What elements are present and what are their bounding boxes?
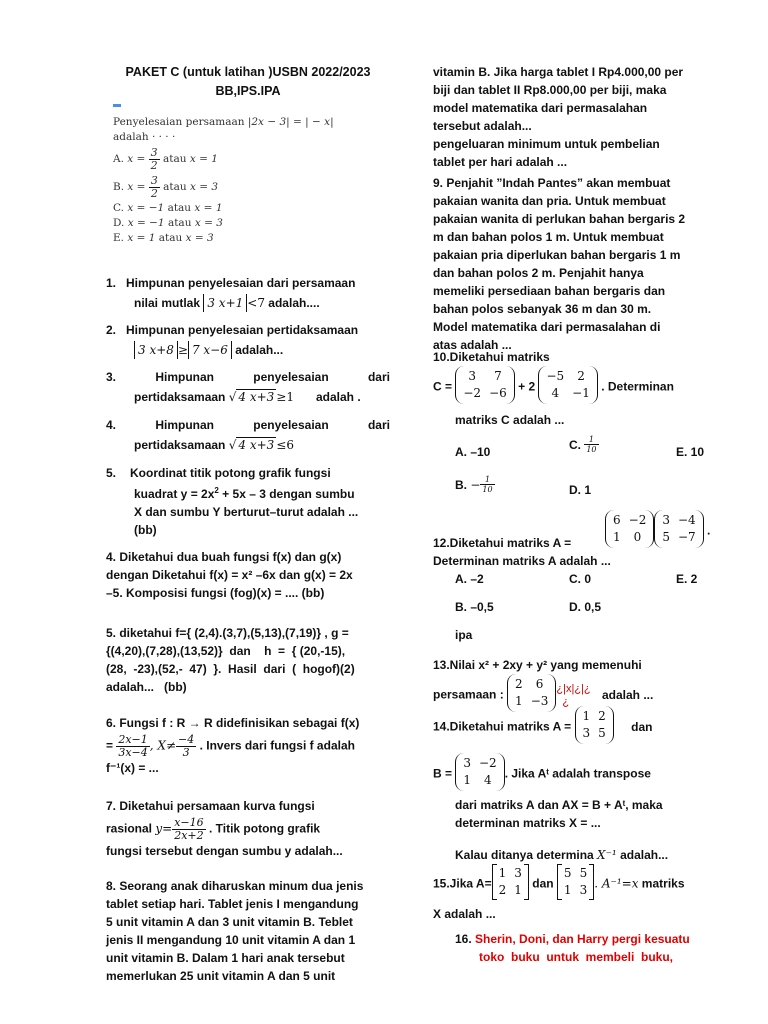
- question-7: [106, 797, 390, 860]
- q10-options-row-2: [433, 475, 715, 505]
- word: penyelesaian: [253, 370, 329, 384]
- option-a: A. –10: [455, 445, 491, 459]
- question-9: [433, 174, 715, 354]
- condition: , X≠: [149, 738, 177, 753]
- title-line-2: BB,IPS.IPA: [215, 84, 281, 98]
- option-d: D. 1: [569, 483, 592, 497]
- question-number: 2.: [106, 323, 117, 337]
- option-fraction: $\frac{3}{2}$: [150, 145, 158, 172]
- stem-equation: |2x − 3| = | − x|: [247, 116, 334, 128]
- question-text: –5. Komposisi fungsi (fog)(x) = .... (bb): [106, 586, 325, 600]
- question-text: adalah... (bb): [106, 680, 187, 694]
- option-b: B. − $\frac{1}{10}$: [455, 475, 493, 495]
- inverse-equation: . A⁻¹=x: [594, 876, 639, 891]
- q10-options-row-1: [433, 435, 715, 475]
- option-fraction: $\frac{3}{2}$: [150, 173, 158, 200]
- question-12: [433, 510, 715, 626]
- question-text: 5. diketahui f={ (2,4).(3,7),(5,13),(7,19)} , g =: [106, 626, 349, 640]
- question-3: [106, 368, 390, 406]
- stem-prefix: Penyelesaian persamaan: [113, 116, 248, 128]
- question-5b: [106, 624, 390, 696]
- question-text: biji dan tablet II Rp8.000,00 per biji, maka: [433, 83, 667, 97]
- question-text: Kalau ditanya determina: [455, 848, 598, 862]
- sqrt-expression: √ 4 x+3: [228, 390, 275, 404]
- question-text: Model matematika dari permasalahan di: [433, 320, 661, 334]
- blue-marker: [113, 104, 121, 107]
- embedded-question-image: [113, 104, 363, 246]
- question-text: m dan bahan polos 1 m. Untuk membuat: [433, 230, 664, 244]
- word: dari: [367, 418, 390, 432]
- question-4: [106, 416, 390, 454]
- question-text: memeliki persediaan bahan bergaris dan: [433, 284, 666, 298]
- question-text: matriks C adalah ...: [455, 413, 565, 427]
- matrix-2: 3 −4 5 −7: [654, 510, 703, 553]
- question-text: atas adalah ...: [433, 338, 512, 352]
- conjunction: dan: [631, 719, 653, 734]
- option-a: x = 1: [127, 232, 156, 244]
- rational-fraction: $\frac{x-16}{2x+2}$: [174, 816, 204, 842]
- option-b: x = 1: [194, 202, 223, 214]
- matrix-1: 3 7 −2 −6: [455, 366, 514, 409]
- question-number: 1.: [106, 276, 117, 290]
- option-b: x = 1: [189, 153, 218, 165]
- document-title: [106, 63, 390, 101]
- matrix-a: 1 3 2 1: [492, 864, 529, 905]
- question-text: Koordinat titik potong grafik fungsi: [130, 466, 331, 480]
- option-b: x = 3: [190, 181, 219, 193]
- option-mid: atau: [167, 202, 192, 214]
- word: Himpunan: [155, 370, 214, 384]
- embedded-option-e: [113, 231, 363, 246]
- condition-fraction: $\frac{-4}{3}$: [178, 733, 195, 759]
- question-4b: [106, 548, 390, 602]
- question-text: kuadrat y = 2x: [134, 487, 215, 501]
- question-6: [106, 714, 390, 777]
- question-1: [106, 274, 390, 312]
- question-text: fungsi tersebut dengan sumbu y adalah...: [106, 844, 343, 858]
- question-14: [433, 706, 715, 864]
- embedded-option-c: [113, 201, 363, 216]
- question-text: Himpunan penyelesaian pertidaksamaan: [126, 323, 359, 337]
- option-a: x = −1: [127, 202, 165, 214]
- question-text: pakaian pria diperlukan bahan bergaris 1 m: [433, 248, 681, 262]
- question-8: [106, 877, 390, 985]
- matrix-2: −5 2 4 −1: [538, 366, 597, 409]
- question-text: pertidaksamaan: [134, 390, 229, 404]
- question-text: 8. Seorang anak diharuskan minum dua jenis: [106, 879, 364, 893]
- sqrt-expression: √ 4 x+3: [228, 438, 275, 452]
- matrix-b: 5 5 1 3: [557, 864, 594, 905]
- question-tail: matriks: [638, 876, 685, 891]
- option-mid: atau: [163, 153, 187, 165]
- question-5: [106, 464, 390, 539]
- question-text: tablet per hari adalah ...: [433, 155, 568, 169]
- embedded-option-b: [113, 173, 363, 201]
- question-text: 10.Diketahui matriks: [433, 350, 550, 364]
- matrix-pair: [605, 510, 710, 553]
- question-text: dari matriks A dan AX = B + Aᵗ, maka: [455, 798, 663, 812]
- question-text: X dan sumbu Y berturut–turut adalah ...: [134, 505, 359, 519]
- equals: =: [106, 738, 114, 753]
- option-d: D. 0,5: [569, 600, 602, 614]
- abs-expression-1: 3 x+8: [134, 341, 178, 359]
- option-b: x = 3: [185, 232, 214, 244]
- period: .: [707, 523, 711, 538]
- question-text: 7. Diketahui persamaan kurva fungsi: [106, 799, 315, 813]
- question-text: tablet setiap hari. Tablet jenis I mengandung: [106, 897, 359, 911]
- word: penyelesaian: [253, 418, 329, 432]
- question-text: pertidaksamaan: [134, 438, 229, 452]
- question-text: (bb): [134, 523, 157, 537]
- function-fraction: $\frac{2x-1}{3x-4}$: [118, 733, 148, 759]
- question-text: model matematika dari permasalahan: [433, 101, 648, 115]
- garbled-symbols: ¿|x|¿|¿ ¿: [556, 682, 591, 708]
- question-text: f⁻¹(x) = ...: [106, 761, 159, 775]
- matrix-label: C =: [433, 379, 453, 394]
- q12-options-row-2: [433, 598, 715, 626]
- option-b: x = 3: [194, 217, 223, 229]
- question-text: unit vitamin B. Dalam 1 hari anak tersebut: [106, 951, 345, 965]
- question-text: memerlukan 25 unit vitamin A dan 5 unit: [106, 969, 336, 983]
- relation: ≥: [177, 343, 188, 357]
- question-text: + 5x – 3 dengan sumbu: [218, 487, 355, 501]
- option-c: C. 0: [569, 572, 592, 586]
- option-b: B. –0,5: [455, 600, 494, 614]
- stem-suffix: adalah · · · ·: [113, 131, 176, 143]
- question-tail: . Determinan: [601, 379, 674, 394]
- question-text: dengan Diketahui f(x) = x² –6x dan g(x) = 2x: [106, 568, 353, 582]
- superscript: 2: [214, 486, 219, 495]
- option-label: C.: [113, 202, 124, 214]
- question-2: [106, 321, 390, 359]
- embedded-option-d: [113, 216, 363, 231]
- y-equals: y=: [155, 821, 173, 836]
- question-number: 4.: [106, 418, 117, 432]
- question-number: 5.: [106, 466, 117, 480]
- option-mid: atau: [167, 217, 192, 229]
- question-text: Himpunan penyelesaian dari persamaan: [126, 276, 356, 290]
- question-tail: . Invers dari fungsi f adalah: [199, 738, 355, 753]
- question-tail: adalah ...: [601, 687, 654, 702]
- option-label: E.: [113, 232, 125, 244]
- embedded-option-a: [113, 145, 363, 173]
- question-text: . Jika Aᵗ adalah transpose: [504, 766, 651, 781]
- option-label: B.: [113, 181, 125, 193]
- option-mid: atau: [158, 232, 183, 244]
- question-10: [433, 348, 715, 505]
- question-text: X adalah ...: [433, 907, 496, 921]
- question-text: jenis II mengandung 10 unit vitamin A dan 1: [106, 933, 356, 947]
- word: Himpunan: [155, 418, 214, 432]
- question-text: pakaian wanita dan pria. Untuk membuat: [433, 194, 666, 208]
- question-text: 9. Penjahit ”Indah Pantes” akan membuat: [433, 176, 671, 190]
- option-e: E. 2: [676, 572, 698, 586]
- question-text: rasional: [106, 821, 156, 836]
- question-text: toko buku untuk membeli buku,: [479, 950, 674, 964]
- question-text: dan bahan polos 2 m. Penjahit hanya: [433, 266, 644, 280]
- question-text: adalah...: [616, 848, 669, 862]
- relation: ≥1: [276, 390, 294, 404]
- question-text: pengeluaran minimum untuk pembelian: [433, 137, 660, 151]
- option-a: x = −1: [127, 217, 165, 229]
- matrix-b: 3 −2 1 4: [455, 753, 504, 796]
- question-text: 12.Diketahui matriks A =: [433, 536, 572, 550]
- q12-options-row-1: [433, 570, 715, 598]
- question-number: 3.: [106, 370, 117, 384]
- option-mid: atau: [163, 181, 187, 193]
- option-c: C. $\frac{1}{10}$: [569, 435, 597, 455]
- question-text: 4. Diketahui dua buah fungsi f(x) dan g(x): [106, 550, 342, 564]
- option-pre: x =: [127, 153, 149, 165]
- question-text: 13.Nilai x² + 2xy + y² yang memenuhi: [433, 658, 642, 672]
- question-text: pakaian wanita di perlukan bahan bergaris 2: [433, 212, 686, 226]
- relation: <7: [247, 296, 265, 310]
- inverse-expression: X⁻¹: [597, 848, 617, 862]
- word: dari: [367, 370, 390, 384]
- matrix-a: 1 2 3 5: [575, 706, 614, 749]
- option-label: D.: [113, 217, 125, 229]
- conjunction: dan: [532, 876, 554, 891]
- matrix-label: B =: [433, 766, 453, 781]
- option-pre: x =: [127, 181, 149, 193]
- question-text: {(4,20),(7,28),(13,52)} dan h = { (20,-15),: [106, 644, 346, 658]
- option-label: A.: [113, 153, 124, 165]
- question-16: [455, 930, 715, 966]
- abs-expression: 3 x+1: [203, 294, 247, 312]
- question-text: determinan matriks X = ...: [455, 816, 601, 830]
- question-text: Determinan matriks A adalah ...: [433, 554, 611, 568]
- option-e: E. 10: [676, 445, 705, 459]
- question-text: 14.Diketahui matriks A =: [433, 719, 572, 734]
- title-line-1: PAKET C (untuk latihan )USBN 2022/2023: [125, 65, 371, 79]
- question-15: [433, 864, 715, 923]
- question-text: 15.Jika A=: [433, 876, 492, 891]
- question-text: (28, -23),(52,- 47) }. Hasil dari ( hogof)(2): [106, 662, 355, 676]
- question-tail: . Titik potong grafik: [208, 821, 321, 836]
- question-tail: adalah...: [231, 343, 284, 357]
- section-label-ipa: ipa: [455, 628, 473, 642]
- question-text: 6. Fungsi f : R → R didefinisikan sebagai f(x): [106, 716, 360, 730]
- question-tail: adalah....: [264, 296, 320, 310]
- option-a: A. –2: [455, 572, 484, 586]
- abs-expression-2: 7 x−6: [188, 341, 232, 359]
- question-8-continued: [433, 63, 715, 171]
- matrix-1: 6 −2 1 0: [605, 510, 654, 553]
- relation: ≤6: [276, 438, 294, 452]
- embedded-question-stem: [113, 115, 363, 145]
- question-text: persamaan :: [433, 687, 508, 702]
- question-tail: adalah .: [315, 390, 361, 404]
- question-text: tersebut adalah...: [433, 119, 532, 133]
- question-text: 5 unit vitamin A dan 3 unit vitamin B. Teblet: [106, 915, 353, 929]
- question-text: vitamin B. Jika harga tablet I Rp4.000,00 per: [433, 65, 684, 79]
- question-number: 16.: [455, 932, 472, 946]
- question-text: nilai mutlak: [134, 296, 204, 310]
- plus-operator: + 2: [518, 379, 536, 394]
- question-text: bahan polos sebanyak 36 m dan 30 m.: [433, 302, 652, 316]
- matrix: 2 6 1 −3: [507, 674, 556, 717]
- question-text: Sherin, Doni, dan Harry pergi kesuatu: [475, 932, 690, 946]
